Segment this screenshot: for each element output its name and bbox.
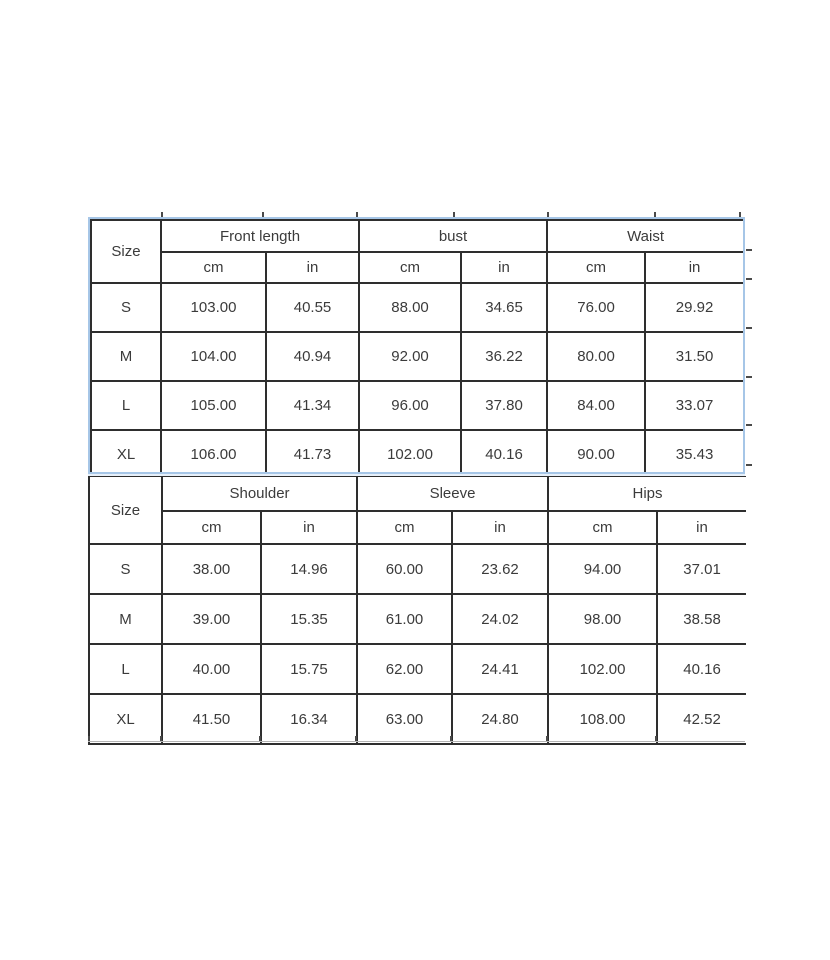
measurement-cell: 15.75 [261, 644, 357, 694]
measurement-cell: 35.43 [645, 430, 743, 479]
size-column-header: Size [89, 477, 162, 545]
crop-artifact-tick [746, 376, 752, 378]
crop-artifact-tick [746, 278, 752, 280]
crop-artifact-tick [746, 424, 752, 426]
measurement-cell: 33.07 [645, 381, 743, 430]
size-label: XL [91, 430, 161, 479]
group-header-shoulder: Shoulder [162, 477, 357, 512]
measurement-cell: 31.50 [645, 332, 743, 381]
unit-header: in [266, 252, 359, 283]
group-header-sleeve: Sleeve [357, 477, 548, 512]
unit-header: in [461, 252, 547, 283]
measurement-cell: 36.22 [461, 332, 547, 381]
measurement-cell: 94.00 [548, 544, 657, 594]
measurement-cell: 108.00 [548, 694, 657, 744]
group-header-bust: bust [359, 220, 547, 252]
measurement-cell: 102.00 [359, 430, 461, 479]
upper-size-table-frame [88, 217, 745, 485]
measurement-cell: 14.96 [261, 544, 357, 594]
measurement-cell: 41.50 [162, 694, 261, 744]
size-label: XL [89, 694, 162, 744]
table-row [91, 381, 743, 430]
measurement-cell: 60.00 [357, 544, 452, 594]
measurement-cell: 88.00 [359, 283, 461, 332]
table-row [89, 644, 746, 694]
unit-header: cm [161, 252, 266, 283]
measurement-cell: 62.00 [357, 644, 452, 694]
unit-header: in [657, 511, 746, 544]
lower-size-table-frame [88, 472, 745, 745]
crop-artifact-tick [746, 249, 752, 251]
unit-header: cm [359, 252, 461, 283]
measurement-cell: 16.34 [261, 694, 357, 744]
unit-header: cm [162, 511, 261, 544]
size-label: L [89, 644, 162, 694]
unit-header: in [645, 252, 743, 283]
measurement-cell: 103.00 [161, 283, 266, 332]
measurement-cell: 41.73 [266, 430, 359, 479]
measurement-cell: 29.92 [645, 283, 743, 332]
measurement-cell: 40.00 [162, 644, 261, 694]
measurement-cell: 96.00 [359, 381, 461, 430]
table-row [89, 544, 746, 594]
measurement-cell: 105.00 [161, 381, 266, 430]
unit-header: cm [547, 252, 645, 283]
upper-size-table [90, 219, 743, 480]
measurement-cell: 39.00 [162, 594, 261, 644]
measurement-cell: 98.00 [548, 594, 657, 644]
crop-artifact-line [88, 741, 745, 742]
size-label: L [91, 381, 161, 430]
table-row [91, 283, 743, 332]
measurement-cell: 40.55 [266, 283, 359, 332]
crop-artifact-tick [746, 464, 752, 466]
measurement-cell: 37.80 [461, 381, 547, 430]
measurement-cell: 24.80 [452, 694, 548, 744]
measurement-cell: 63.00 [357, 694, 452, 744]
size-label: M [91, 332, 161, 381]
measurement-cell: 23.62 [452, 544, 548, 594]
measurement-cell: 24.02 [452, 594, 548, 644]
measurement-cell: 42.52 [657, 694, 746, 744]
measurement-cell: 61.00 [357, 594, 452, 644]
measurement-cell: 40.94 [266, 332, 359, 381]
unit-header: cm [548, 511, 657, 544]
measurement-cell: 80.00 [547, 332, 645, 381]
table-row [89, 594, 746, 644]
group-header-front-length: Front length [161, 220, 359, 252]
measurement-cell: 102.00 [548, 644, 657, 694]
crop-artifact-tick [746, 327, 752, 329]
measurement-cell: 37.01 [657, 544, 746, 594]
unit-header: in [261, 511, 357, 544]
unit-header: cm [357, 511, 452, 544]
measurement-cell: 104.00 [161, 332, 266, 381]
measurement-cell: 41.34 [266, 381, 359, 430]
lower-size-table [88, 476, 746, 745]
measurement-cell: 40.16 [461, 430, 547, 479]
unit-header: in [452, 511, 548, 544]
table-row [89, 694, 746, 744]
size-column-header: Size [91, 220, 161, 283]
table-row [91, 332, 743, 381]
measurement-cell: 15.35 [261, 594, 357, 644]
measurement-cell: 90.00 [547, 430, 645, 479]
size-label: S [89, 544, 162, 594]
measurement-cell: 76.00 [547, 283, 645, 332]
measurement-cell: 106.00 [161, 430, 266, 479]
size-label: S [91, 283, 161, 332]
measurement-cell: 38.00 [162, 544, 261, 594]
size-label: M [89, 594, 162, 644]
measurement-cell: 84.00 [547, 381, 645, 430]
measurement-cell: 38.58 [657, 594, 746, 644]
group-header-waist: Waist [547, 220, 743, 252]
measurement-cell: 24.41 [452, 644, 548, 694]
measurement-cell: 40.16 [657, 644, 746, 694]
measurement-cell: 34.65 [461, 283, 547, 332]
measurement-cell: 92.00 [359, 332, 461, 381]
group-header-hips: Hips [548, 477, 746, 512]
